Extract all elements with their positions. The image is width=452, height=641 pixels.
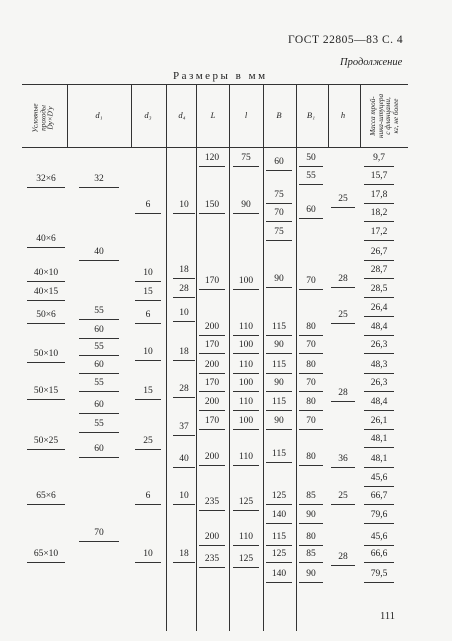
- table-cell: 70: [306, 276, 316, 286]
- col-divider: [131, 84, 132, 147]
- table-cell: 36: [338, 454, 348, 464]
- table-cell: 48,4: [370, 322, 388, 332]
- cell-rule: [173, 213, 195, 214]
- table-cell: 18,2: [370, 208, 388, 218]
- cell-rule: [266, 545, 292, 546]
- col-divider: [196, 147, 197, 631]
- cell-rule: [173, 297, 195, 298]
- table-cell: 125: [271, 491, 287, 501]
- table-cell: 60: [94, 360, 104, 370]
- cell-rule: [299, 562, 323, 563]
- cell-rule: [364, 240, 394, 241]
- cell-rule: [233, 465, 259, 466]
- cell-rule: [79, 413, 119, 414]
- cell-rule: [266, 410, 292, 411]
- table-cell: 6: [145, 200, 151, 210]
- header-B1: B₁: [306, 110, 316, 120]
- cell-rule: [173, 278, 195, 279]
- table-cell: 50×10: [33, 349, 59, 359]
- cell-rule: [364, 467, 394, 468]
- table-cell: 10: [143, 268, 153, 278]
- table-cell: 70: [94, 528, 104, 538]
- cell-rule: [135, 449, 161, 450]
- cell-rule: [79, 319, 119, 320]
- cell-rule: [266, 462, 292, 463]
- cell-rule: [331, 565, 355, 566]
- cell-rule: [199, 373, 225, 374]
- table-cell: 26,3: [370, 340, 388, 350]
- cell-rule: [199, 213, 225, 214]
- table-cell: 60: [274, 157, 284, 167]
- cell-rule: [27, 187, 65, 188]
- cell-rule: [331, 287, 355, 288]
- table-cell: 66,7: [370, 491, 388, 501]
- table-cell: 120: [204, 153, 220, 163]
- table-cell: 85: [306, 549, 316, 559]
- col-divider: [229, 147, 230, 631]
- cell-rule: [266, 391, 292, 392]
- table-cell: 17,8: [370, 190, 388, 200]
- table-cell: 100: [238, 416, 254, 426]
- table-cell: 75: [274, 190, 284, 200]
- table-cell: 40×6: [36, 234, 56, 244]
- cell-rule: [27, 399, 65, 400]
- table-cell: 85: [306, 491, 316, 501]
- table-cell: 200: [204, 532, 220, 542]
- table-cell: 115: [272, 322, 286, 332]
- table-cell: 80: [306, 322, 316, 332]
- table-cell: 90: [274, 416, 284, 426]
- cell-rule: [27, 300, 65, 301]
- col-divider: [229, 84, 230, 147]
- cell-rule: [364, 373, 394, 374]
- table-cell: 150: [204, 200, 220, 210]
- cell-rule: [233, 391, 259, 392]
- cell-rule: [173, 360, 195, 361]
- col-divider: [166, 84, 167, 147]
- cell-rule: [27, 323, 65, 324]
- cell-rule: [266, 335, 292, 336]
- cell-rule: [266, 203, 292, 204]
- cell-rule: [299, 504, 323, 505]
- cell-rule: [199, 353, 225, 354]
- continuation-label: Продолжение: [340, 57, 403, 68]
- table-cell: 90: [274, 274, 284, 284]
- table-cell: 40×15: [33, 287, 59, 297]
- table-cell: 80: [306, 397, 316, 407]
- table-cell: 110: [239, 360, 253, 370]
- col-divider: [166, 147, 167, 631]
- cell-rule: [199, 335, 225, 336]
- table-cell: 17,2: [370, 227, 388, 237]
- cell-rule: [364, 260, 394, 261]
- cell-rule: [299, 335, 323, 336]
- table-cell: 50×6: [36, 310, 56, 320]
- table-cell: 50×25: [33, 436, 59, 446]
- page-label: С. 4: [382, 34, 404, 46]
- header-d1: d₁: [95, 110, 103, 120]
- cell-rule: [266, 287, 292, 288]
- col-divider: [263, 84, 264, 147]
- col-divider: [360, 84, 361, 147]
- cell-rule: [27, 362, 65, 363]
- col-divider: [196, 84, 197, 147]
- table-cell: 75: [241, 153, 251, 163]
- table-cell: 90: [241, 200, 251, 210]
- cell-rule: [233, 545, 259, 546]
- table-cell: 6: [145, 310, 151, 320]
- table-cell: 48,1: [370, 434, 388, 444]
- table-cell: 55: [94, 419, 104, 429]
- table-cell: 115: [272, 360, 286, 370]
- table-cell: 37: [179, 422, 189, 432]
- cell-rule: [199, 289, 225, 290]
- table-cell: 80: [306, 452, 316, 462]
- table-cell: 60: [94, 400, 104, 410]
- table-cell: 170: [204, 378, 220, 388]
- table-cell: 26,1: [370, 416, 388, 426]
- table-cell: 79,5: [370, 569, 388, 579]
- cell-rule: [331, 207, 355, 208]
- cell-rule: [173, 435, 195, 436]
- table-cell: 60: [94, 444, 104, 454]
- cell-rule: [79, 432, 119, 433]
- col-divider: [296, 84, 297, 147]
- cell-rule: [135, 213, 161, 214]
- cell-rule: [364, 221, 394, 222]
- table-cell: 50×15: [33, 386, 59, 396]
- table-cell: 15,7: [370, 171, 388, 181]
- cell-rule: [233, 166, 259, 167]
- table-cell: 55: [94, 342, 104, 352]
- table-cell: 40×10: [33, 268, 59, 278]
- standard-number: ГОСТ 22805—83: [288, 34, 379, 46]
- cell-rule: [79, 541, 119, 542]
- cell-rule: [79, 391, 119, 392]
- cell-rule: [299, 410, 323, 411]
- table-cell: 25: [338, 194, 348, 204]
- cell-rule: [299, 373, 323, 374]
- table-cell: 125: [238, 554, 254, 564]
- table-cell: 26,4: [370, 303, 388, 313]
- table-cell: 15: [143, 386, 153, 396]
- cell-rule: [79, 338, 119, 339]
- table-cell: 140: [271, 569, 287, 579]
- cell-rule: [299, 218, 323, 219]
- cell-rule: [233, 373, 259, 374]
- cell-rule: [233, 213, 259, 214]
- table-cell: 32: [94, 174, 104, 184]
- table-cell: 28: [338, 552, 348, 562]
- table-cell: 80: [306, 532, 316, 542]
- table-cell: 115: [272, 532, 286, 542]
- cell-rule: [266, 240, 292, 241]
- cell-rule: [266, 353, 292, 354]
- header-d4: d₄: [178, 110, 186, 120]
- table-cell: 28: [338, 388, 348, 398]
- cell-rule: [135, 504, 161, 505]
- table-cell: 115: [272, 449, 286, 459]
- cell-rule: [199, 429, 225, 430]
- cell-rule: [27, 281, 65, 282]
- table-cell: 125: [238, 497, 254, 507]
- cell-rule: [173, 321, 195, 322]
- table-cell: 26,3: [370, 378, 388, 388]
- table-cell: 110: [239, 452, 253, 462]
- table-cell: 55: [94, 378, 104, 388]
- cell-rule: [233, 353, 259, 354]
- table-cell: 170: [204, 340, 220, 350]
- table-cell: 80: [306, 360, 316, 370]
- cell-rule: [364, 545, 394, 546]
- table-cell: 28,5: [370, 284, 388, 294]
- cell-rule: [233, 510, 259, 511]
- cell-rule: [199, 465, 225, 466]
- cell-rule: [266, 582, 292, 583]
- table-cell: 90: [306, 510, 316, 520]
- table-cell: 200: [204, 397, 220, 407]
- table-cell: 70: [274, 208, 284, 218]
- cell-rule: [79, 187, 119, 188]
- table-cell: 10: [179, 491, 189, 501]
- cell-rule: [266, 429, 292, 430]
- cell-rule: [364, 582, 394, 583]
- cell-rule: [27, 247, 65, 248]
- table-cell: 28: [179, 384, 189, 394]
- header-nominal-bore: Условные проходы Dу×D'у: [31, 103, 55, 133]
- cell-rule: [266, 170, 292, 171]
- table-cell: 70: [306, 416, 316, 426]
- cell-rule: [135, 399, 161, 400]
- table-cell: 90: [274, 340, 284, 350]
- table-cell: 65×10: [33, 549, 59, 559]
- cell-rule: [199, 410, 225, 411]
- cell-rule: [79, 260, 119, 261]
- table-cell: 10: [143, 549, 153, 559]
- table-cell: 100: [238, 276, 254, 286]
- cell-rule: [299, 545, 323, 546]
- table-cell: 15: [143, 287, 153, 297]
- cell-rule: [364, 523, 394, 524]
- table-cell: 79,6: [370, 510, 388, 520]
- table-cell: 100: [238, 340, 254, 350]
- cell-rule: [199, 391, 225, 392]
- cell-rule: [135, 360, 161, 361]
- table-cell: 28: [179, 284, 189, 294]
- table-cell: 25: [338, 310, 348, 320]
- table-cell: 115: [272, 397, 286, 407]
- cell-rule: [299, 166, 323, 167]
- header-h: h: [340, 110, 346, 120]
- table-cell: 90: [306, 569, 316, 579]
- cell-rule: [233, 335, 259, 336]
- cell-rule: [299, 391, 323, 392]
- cell-rule: [266, 523, 292, 524]
- table-cell: 110: [239, 322, 253, 332]
- table-cell: 10: [143, 347, 153, 357]
- table-cell: 60: [94, 325, 104, 335]
- table-cell: 200: [204, 360, 220, 370]
- cell-rule: [299, 582, 323, 583]
- table-cell: 18: [179, 265, 189, 275]
- cell-rule: [299, 289, 323, 290]
- cell-rule: [135, 300, 161, 301]
- table-cell: 32×6: [36, 174, 56, 184]
- table-cell: 48,1: [370, 454, 388, 464]
- table-cell: 45,6: [370, 532, 388, 542]
- cell-rule: [299, 523, 323, 524]
- table-cell: 170: [204, 416, 220, 426]
- cell-rule: [266, 221, 292, 222]
- page-number: 111: [380, 611, 395, 622]
- table-cell: 28: [338, 274, 348, 284]
- table-cell: 28,7: [370, 265, 388, 275]
- col-divider: [328, 84, 329, 147]
- header-bottom-rule: [22, 147, 408, 148]
- cell-rule: [364, 562, 394, 563]
- table-cell: 48,3: [370, 360, 388, 370]
- cell-rule: [331, 467, 355, 468]
- table-cell: 125: [271, 549, 287, 559]
- cell-rule: [299, 429, 323, 430]
- cell-rule: [199, 567, 225, 568]
- header-L: L: [210, 110, 216, 120]
- table-cell: 70: [306, 340, 316, 350]
- cell-rule: [364, 429, 394, 430]
- cell-rule: [233, 289, 259, 290]
- cell-rule: [364, 184, 394, 185]
- table-cell: 18: [179, 549, 189, 559]
- cell-rule: [331, 504, 355, 505]
- table-cell: 25: [143, 436, 153, 446]
- cell-rule: [27, 449, 65, 450]
- cell-rule: [173, 562, 195, 563]
- table-cell: 66,6: [370, 549, 388, 559]
- cell-rule: [364, 203, 394, 204]
- header-B: B: [276, 110, 282, 120]
- table-cell: 55: [306, 171, 316, 181]
- cell-rule: [79, 457, 119, 458]
- cell-rule: [135, 323, 161, 324]
- table-cell: 40: [94, 247, 104, 257]
- table-cell: 170: [204, 276, 220, 286]
- cell-rule: [79, 373, 119, 374]
- cell-rule: [79, 355, 119, 356]
- table-cell: 110: [239, 532, 253, 542]
- table-cell: 40: [179, 454, 189, 464]
- table-cell: 235: [204, 554, 220, 564]
- header-mass: Масса трой- ника-штуцера с фланцами, кг, не более: [368, 93, 400, 139]
- cell-rule: [331, 401, 355, 402]
- cell-rule: [173, 397, 195, 398]
- cell-rule: [364, 391, 394, 392]
- table-cell: 10: [179, 308, 189, 318]
- cell-rule: [173, 467, 195, 468]
- col-divider: [296, 147, 297, 631]
- cell-rule: [364, 486, 394, 487]
- cell-rule: [199, 510, 225, 511]
- cell-rule: [364, 297, 394, 298]
- table-caption: Размеры в мм: [173, 70, 268, 82]
- cell-rule: [135, 562, 161, 563]
- table-cell: 70: [306, 378, 316, 388]
- table-cell: 26,7: [370, 247, 388, 257]
- table-cell: 75: [274, 227, 284, 237]
- table-cell: 10: [179, 200, 189, 210]
- col-divider: [67, 84, 68, 147]
- cell-rule: [364, 447, 394, 448]
- table-cell: 6: [145, 491, 151, 501]
- cell-rule: [199, 545, 225, 546]
- table-cell: 235: [204, 497, 220, 507]
- cell-rule: [299, 353, 323, 354]
- table-top-rule: [22, 84, 408, 85]
- cell-rule: [173, 504, 195, 505]
- cell-rule: [27, 562, 65, 563]
- table-cell: 60: [306, 205, 316, 215]
- cell-rule: [299, 184, 323, 185]
- cell-rule: [364, 278, 394, 279]
- header-l: l: [244, 110, 248, 120]
- cell-rule: [364, 166, 394, 167]
- table-cell: 50: [306, 153, 316, 163]
- cell-rule: [27, 504, 65, 505]
- table-cell: 110: [239, 397, 253, 407]
- cell-rule: [233, 410, 259, 411]
- table-cell: 100: [238, 378, 254, 388]
- cell-rule: [266, 562, 292, 563]
- table-cell: 25: [338, 491, 348, 501]
- table-cell: 55: [94, 306, 104, 316]
- table-cell: 200: [204, 452, 220, 462]
- table-cell: 140: [271, 510, 287, 520]
- cell-rule: [364, 316, 394, 317]
- cell-rule: [233, 567, 259, 568]
- cell-rule: [364, 410, 394, 411]
- cell-rule: [199, 166, 225, 167]
- table-cell: 65×6: [36, 491, 56, 501]
- cell-rule: [233, 429, 259, 430]
- cell-rule: [299, 465, 323, 466]
- cell-rule: [364, 335, 394, 336]
- cell-rule: [364, 504, 394, 505]
- cell-rule: [364, 353, 394, 354]
- table-cell: 45,6: [370, 473, 388, 483]
- cell-rule: [266, 504, 292, 505]
- table-cell: 18: [179, 347, 189, 357]
- cell-rule: [135, 281, 161, 282]
- table-cell: 200: [204, 322, 220, 332]
- header-d3: d₃: [144, 110, 152, 120]
- table-cell: 90: [274, 378, 284, 388]
- table-cell: 48,4: [370, 397, 388, 407]
- cell-rule: [266, 373, 292, 374]
- table-cell: 9,7: [373, 153, 385, 163]
- col-divider: [263, 147, 264, 631]
- cell-rule: [331, 323, 355, 324]
